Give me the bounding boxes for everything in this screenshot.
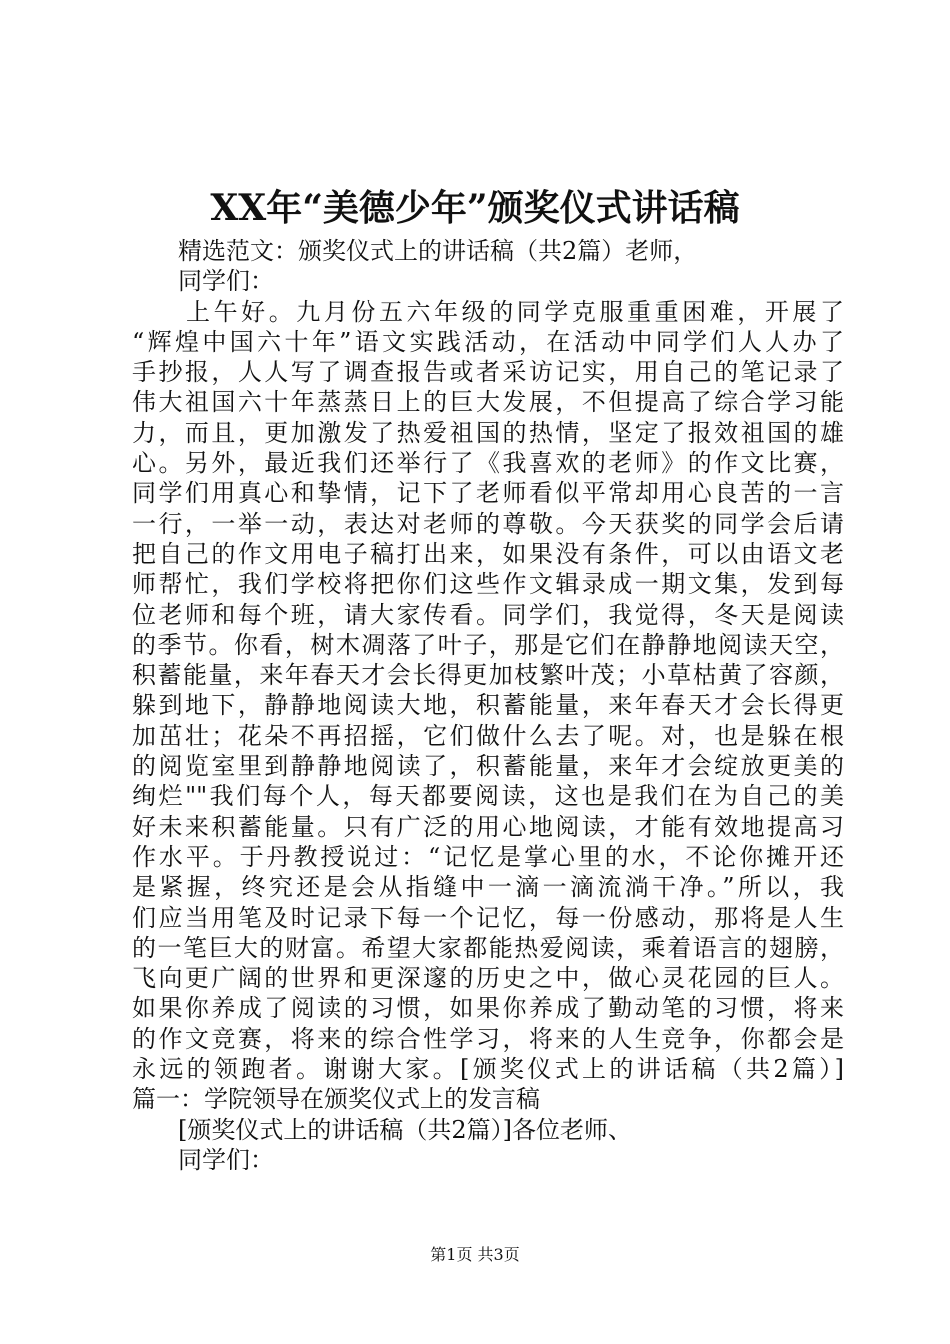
- body-line: 上午好。九月份五六年级的同学克服重重困难，开展了: [186, 297, 844, 326]
- body-line: 是紧握，终究还是会从指缝中一滴一滴流淌干净。”所以，我: [132, 873, 844, 902]
- body-line: 精选范文：颁奖仪式上的讲话稿（共2篇）老师，: [178, 237, 698, 265]
- body-line: 作水平。于丹教授说过：“记忆是掌心里的水，不论你摊开还: [132, 842, 844, 871]
- body-line: 们应当用笔及时记录下每一个记忆，每一份感动，那将是人生: [132, 903, 844, 932]
- body-line: 的作文竞赛，将来的综合性学习，将来的人生竞争，你都会是: [132, 1024, 844, 1053]
- body-line: 的一笔巨大的财富。希望大家都能热爱阅读，乘着语言的翅膀，: [132, 933, 844, 962]
- body-line: 同学们：: [178, 267, 274, 296]
- document-body: [132, 236, 844, 1175]
- body-line: 一行，一举一动，表达对老师的尊敬。今天获奖的同学会后请: [132, 509, 844, 538]
- body-line: 飞向更广阔的世界和更深邃的历史之中，做心灵花园的巨人。: [132, 964, 844, 993]
- body-line: 把自己的作文用电子稿打出来，如果没有条件，可以由语文老: [132, 539, 844, 568]
- document-title: XX年“美德少年”颁奖仪式讲话稿: [210, 187, 740, 229]
- body-line: 伟大祖国六十年蒸蒸日上的巨大发展，不但提高了综合学习能: [132, 388, 844, 417]
- body-line: 的季节。你看，树木凋落了叶子，那是它们在静静地阅读天空，: [132, 630, 844, 659]
- body-line: 加茁壮；花朵不再招摇，它们做什么去了呢。对，也是躲在根: [132, 721, 844, 750]
- body-line: 同学们：: [178, 1145, 274, 1174]
- page-footer: 第1页 共3页: [430, 1245, 520, 1264]
- body-line: 位老师和每个班，请大家传看。同学们，我觉得，冬天是阅读: [132, 600, 844, 629]
- body-line: 力，而且，更加激发了热爱祖国的热情，坚定了报效祖国的雄: [132, 418, 844, 447]
- body-line: 积蓄能量，来年春天才会长得更加枝繁叶茂；小草枯黄了容颜，: [132, 661, 844, 690]
- body-line: [颁奖仪式上的讲话稿（共2篇）]各位老师、: [178, 1115, 632, 1144]
- body-line: 篇一：学院领导在颁奖仪式上的发言稿: [132, 1085, 540, 1114]
- body-line: 如果你养成了阅读的习惯，如果你养成了勤动笔的习惯，将来: [132, 994, 844, 1023]
- body-line: 好未来积蓄能量。只有广泛的用心地阅读，才能有效地提高习: [132, 812, 844, 841]
- body-line: 永远的领跑者。谢谢大家。[颁奖仪式上的讲话稿（共2篇）]: [132, 1055, 844, 1084]
- body-line: 绚烂""我们每个人，每天都要阅读，这也是我们在为自己的美: [132, 782, 844, 811]
- body-line: 手抄报，人人写了调查报告或者采访记实，用自己的笔记录了: [132, 358, 844, 387]
- body-line: 躲到地下，静静地阅读大地，积蓄能量，来年春天才会长得更: [132, 691, 844, 720]
- body-line: 心。另外，最近我们还举行了《我喜欢的老师》的作文比赛，: [132, 449, 844, 478]
- body-line: “辉煌中国六十年”语文实践活动，在活动中同学们人人办了: [132, 327, 844, 356]
- body-line: 同学们用真心和挚情，记下了老师看似平常却用心良苦的一言: [132, 479, 844, 508]
- body-line: 师帮忙，我们学校将把你们这些作文辑录成一期文集，发到每: [132, 570, 844, 599]
- body-line: 的阅览室里到静静地阅读了，积蓄能量，来年才会绽放更美的: [132, 752, 844, 781]
